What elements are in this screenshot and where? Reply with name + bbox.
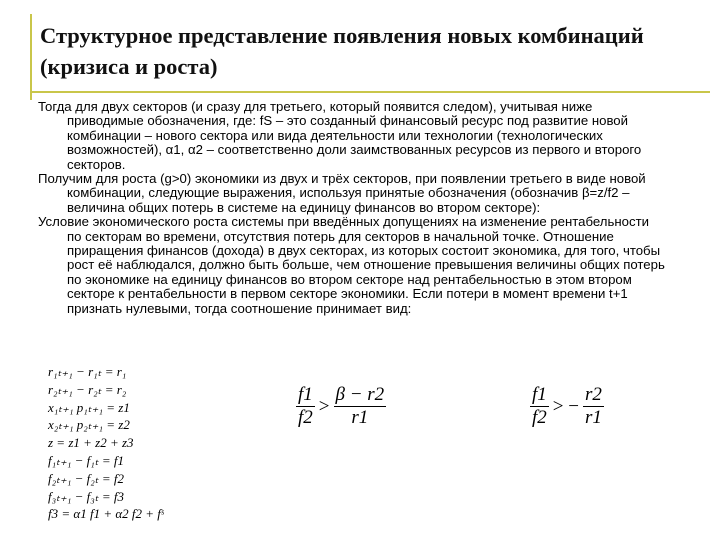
equation-list <box>48 363 238 523</box>
comparison-operator: > − <box>552 395 579 417</box>
lhs-fraction <box>296 385 315 428</box>
rhs-numerator: β − r2 <box>335 384 385 405</box>
equation-line: x₂ₜ₊₁ p₂ₜ₊₁ = z2 <box>48 417 130 433</box>
lhs-fraction <box>530 385 549 428</box>
paragraph-2: Получим для роста (g>0) экономики из двух и трёх секторов, при появлении третьего в виде новой комбинации, следующие выражения, используя принятые обозначения (обозначив β=z/f2 – величина общих потерь в системе на единицу финансов во втором секторе): <box>38 171 646 215</box>
rhs-denominator: r1 <box>584 407 602 428</box>
equation-line: r₂ₜ₊₁ − r₂ₜ = r₂ <box>48 381 127 397</box>
title-accent-horizontal-line <box>30 91 710 93</box>
equation-line: z = z1 + z2 + z3 <box>48 435 134 451</box>
lhs-denominator: f2 <box>532 407 547 428</box>
slide-title: Структурное представление появления новых комбинаций (кризиса и роста) <box>40 23 644 79</box>
slide-body <box>38 100 666 316</box>
lhs-denominator: f2 <box>298 407 313 428</box>
rhs-denominator: r1 <box>351 407 369 428</box>
equation-line: f₂ₜ₊₁ − f₂ₜ = f2 <box>48 470 124 486</box>
growth-condition-formula <box>296 385 386 428</box>
lhs-numerator: f1 <box>532 384 547 405</box>
equation-line: f₃ₜ₊₁ − f₃ₜ = f3 <box>48 488 124 504</box>
lhs-numerator: f1 <box>298 384 313 405</box>
title-accent-vertical-line <box>30 14 32 100</box>
equation-line: x₁ₜ₊₁ p₁ₜ₊₁ = z1 <box>48 399 130 415</box>
zero-loss-growth-formula <box>530 385 604 428</box>
paragraph-3: Условие экономического роста системы при введённых допущениях на изменение рентабельности по секторам во времени, отсутствия потерь для секторов в начальной точке. Отношение приращения финансов (дохода) в двух секторах, из которых состоит экономика, для того, чтобы рост её наблюдался, должно быть больше, чем отношение превышения величины общих потерь по экономике на единицу финансов во втором секторе над рентабельностью в этом втором секторе к рентабельности в первом секторе экономики. Если потери в момент времени t+1 признать нулевыми, тогда соотношение принимает вид: <box>38 214 665 316</box>
rhs-fraction <box>334 385 387 428</box>
equation-line: f₁ₜ₊₁ − f₁ₜ = f1 <box>48 452 124 468</box>
rhs-fraction <box>583 385 604 428</box>
paragraph-1: Тогда для двух секторов (и сразу для третьего, который появится следом), учитывая ниже приводимые обозначения, где: fS – это созданный финансовый ресурс под развитие новой комбинации – нового сектора или вида деятельности или технологии (технологических возможностей), α1, α2 – соответственно доли заимствованных ресурсов из первого и второго секторов. <box>38 99 642 172</box>
comparison-operator: > <box>318 395 330 417</box>
rhs-numerator: r2 <box>584 384 602 405</box>
equation-line: r₁ₜ₊₁ − r₁ₜ = r₁ <box>48 364 127 379</box>
equation-line: f3 = α1 f1 + α2 f2 + fˢ <box>48 506 164 522</box>
